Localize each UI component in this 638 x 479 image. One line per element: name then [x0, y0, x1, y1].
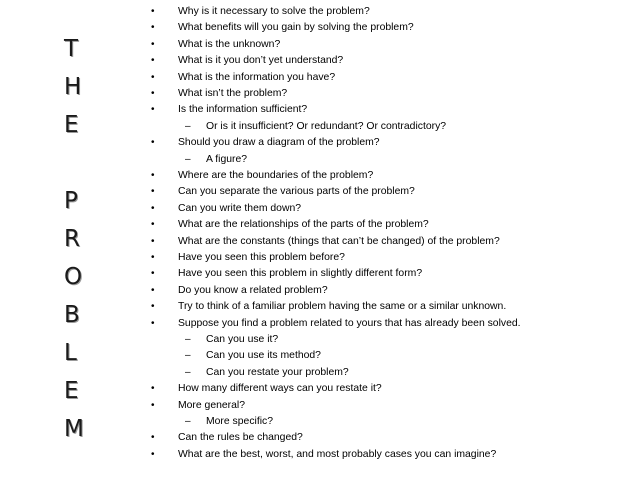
bullet-marker: •: [151, 235, 155, 247]
bullet-marker: •: [151, 38, 155, 50]
list-item: Have you seen this problem before?: [178, 252, 345, 263]
list-item: What is the unknown?: [178, 38, 281, 50]
list-item: Should you draw a diagram of the problem?: [178, 137, 380, 149]
list-item: How many different ways can you restate it?: [178, 383, 382, 395]
title-letter: H: [64, 74, 82, 100]
list-item: Can you separate the various parts of the problem?: [178, 186, 415, 198]
title-letter: R: [64, 226, 80, 252]
sub-list-item: Can you use its method?: [206, 350, 321, 362]
list-item: Can you write them down?: [178, 202, 302, 214]
bullet-marker: •: [151, 399, 155, 411]
title-letter: M: [64, 416, 84, 442]
list-item: What is it you don’t yet understand?: [178, 55, 344, 67]
list-item: Try to think of a familiar problem having the same or a similar unknown.: [178, 301, 507, 313]
sub-list-item: Or is it insufficient? Or redundant? Or contradictory?: [206, 120, 447, 132]
list-item: What isn’t the problem?: [178, 88, 288, 99]
sub-list-item: Can you restate your problem?: [206, 366, 349, 378]
bullet-marker: •: [151, 284, 155, 296]
dash-marker: –: [185, 350, 191, 362]
dash-marker: –: [185, 153, 191, 165]
list-item: More general?: [178, 399, 246, 411]
bullet-marker: •: [151, 268, 155, 280]
title-letter: E: [64, 112, 79, 138]
dash-marker: –: [185, 334, 191, 345]
bullet-marker: •: [151, 432, 155, 444]
title-letter: E: [64, 378, 79, 404]
list-item: Where are the boundaries of the problem?: [178, 170, 374, 181]
bullet-marker: •: [151, 22, 155, 34]
list-item: Do you know a related problem?: [178, 284, 328, 296]
list-item: What is the information you have?: [178, 71, 336, 83]
bullet-marker: •: [151, 6, 155, 17]
title-letter: B: [64, 302, 80, 328]
bullet-marker: •: [151, 55, 155, 67]
sub-list-item: A figure?: [206, 153, 248, 165]
list-item: Is the information sufficient?: [178, 104, 308, 116]
list-item: What are the best, worst, and most probably cases you can imagine?: [178, 448, 497, 460]
bullet-marker: •: [151, 170, 155, 181]
dash-marker: –: [185, 120, 191, 132]
title-letter: L: [64, 340, 77, 366]
sub-list-item: More specific?: [206, 416, 273, 427]
bullet-marker: •: [151, 448, 155, 460]
bullet-marker: •: [151, 219, 155, 231]
bullet-marker: •: [151, 186, 155, 198]
bullet-marker: •: [151, 301, 155, 313]
title-letter: P: [64, 188, 78, 214]
bullet-marker: •: [151, 137, 155, 149]
dash-marker: –: [185, 366, 191, 378]
sub-list-item: Can you use it?: [206, 334, 279, 345]
bullet-marker: •: [151, 252, 155, 263]
bullet-marker: •: [151, 71, 155, 83]
list-item: Suppose you find a problem related to yours that has already been solved.: [178, 317, 521, 329]
list-item: Can the rules be changed?: [178, 432, 303, 444]
title-letter: O: [64, 264, 83, 290]
bullet-marker: •: [151, 202, 155, 214]
bullet-marker: •: [151, 383, 155, 395]
bullet-marker: •: [151, 317, 155, 329]
list-item: What are the relationships of the parts of the problem?: [178, 219, 429, 231]
list-item: What are the constants (things that can’t be changed) of the problem?: [178, 235, 500, 247]
bullet-marker: •: [151, 104, 155, 116]
title-letter: T: [64, 36, 79, 62]
list-item: What benefits will you gain by solving the problem?: [178, 22, 414, 34]
bullet-marker: •: [151, 88, 155, 99]
list-item: Have you seen this problem in slightly different form?: [178, 268, 423, 280]
dash-marker: –: [185, 416, 191, 427]
list-item: Why is it necessary to solve the problem?: [178, 6, 370, 17]
